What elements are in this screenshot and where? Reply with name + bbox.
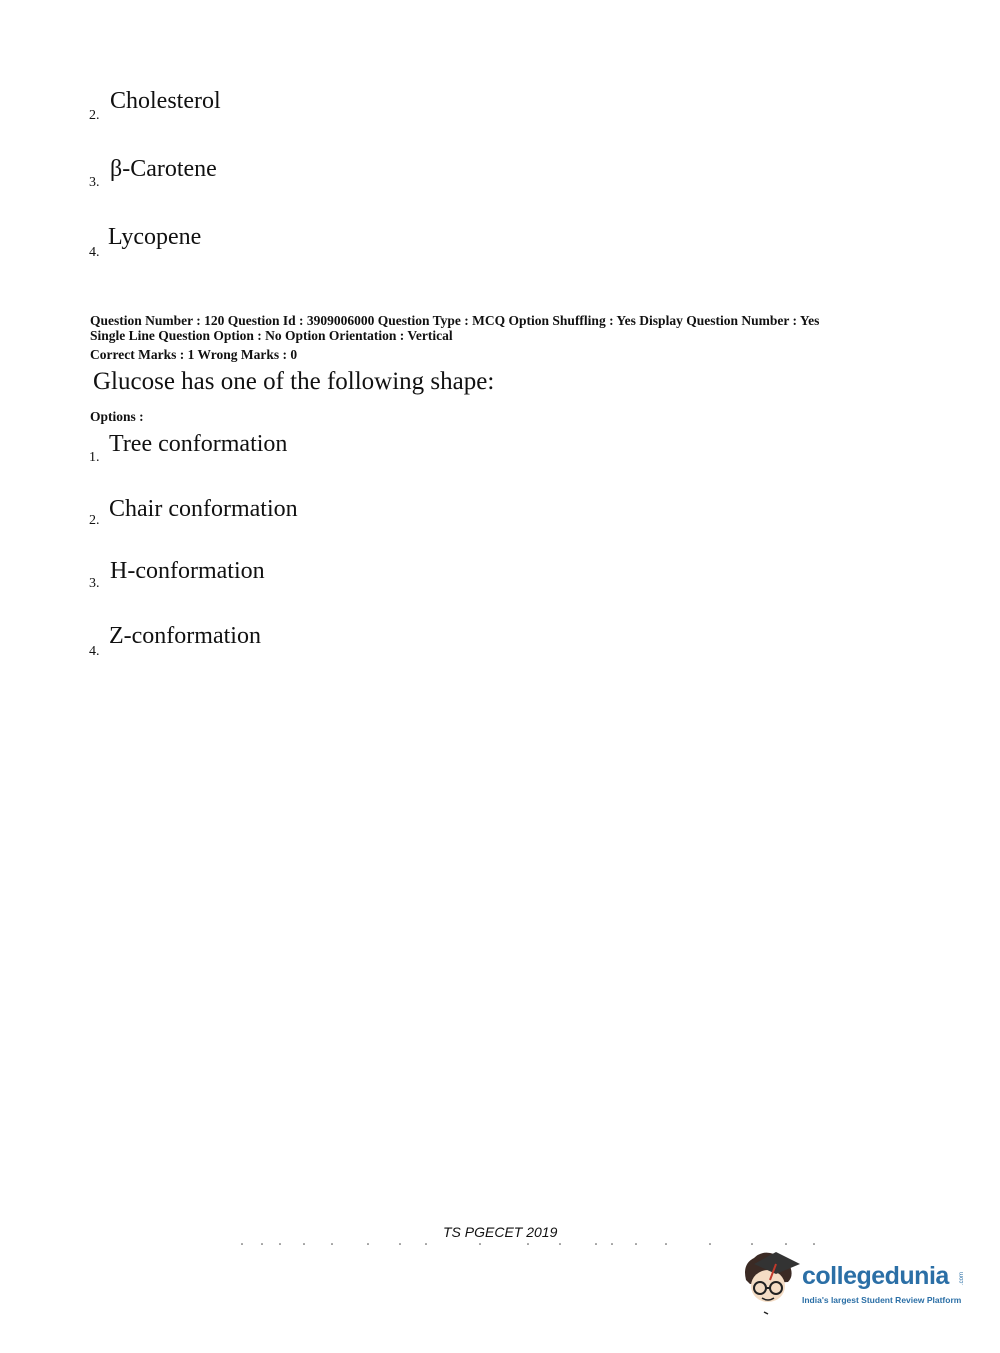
collegedunia-logo[interactable]	[740, 1246, 980, 1316]
option-text: Tree conformation	[109, 431, 288, 457]
option-text: Chair conformation	[109, 496, 298, 522]
option-item	[0, 558, 600, 608]
option-item	[0, 496, 600, 546]
option-number: 3.	[89, 175, 100, 190]
question-meta-marks: Correct Marks : 1 Wrong Marks : 0	[90, 347, 298, 362]
option-text: Z-conformation	[109, 623, 261, 649]
options-label: Options :	[90, 409, 144, 424]
option-item	[0, 431, 600, 481]
question-meta-line2: Single Line Question Option : No Option Orientation : Vertical	[90, 328, 453, 343]
option-text: Cholesterol	[110, 88, 221, 114]
question-text: Glucose has one of the following shape:	[93, 368, 495, 395]
option-item	[0, 88, 600, 138]
question-meta-line1: Question Number : 120 Question Id : 3909006000 Question Type : MCQ Option Shuffling : Yes Display Question Number : Yes	[90, 313, 820, 328]
dotted-line	[240, 1242, 820, 1246]
option-text: H-conformation	[110, 558, 265, 584]
option-number: 4.	[89, 644, 100, 659]
logo-suffix: .com	[959, 1272, 965, 1286]
logo-tagline: India's largest Student Review Platform	[802, 1295, 962, 1305]
option-number: 3.	[89, 576, 100, 591]
mascot-icon	[740, 1246, 802, 1316]
option-text: β-Carotene	[110, 156, 217, 182]
option-number: 4.	[89, 245, 100, 260]
option-item	[0, 156, 600, 206]
option-item	[0, 224, 600, 274]
option-text: Lycopene	[108, 224, 202, 250]
option-item	[0, 623, 600, 673]
option-number: 2.	[89, 513, 100, 528]
footer-exam-name: TS PGECET 2019	[443, 1224, 558, 1240]
option-number: 1.	[89, 450, 100, 465]
option-number: 2.	[89, 108, 100, 123]
logo-wordmark: collegedunia	[802, 1262, 949, 1290]
